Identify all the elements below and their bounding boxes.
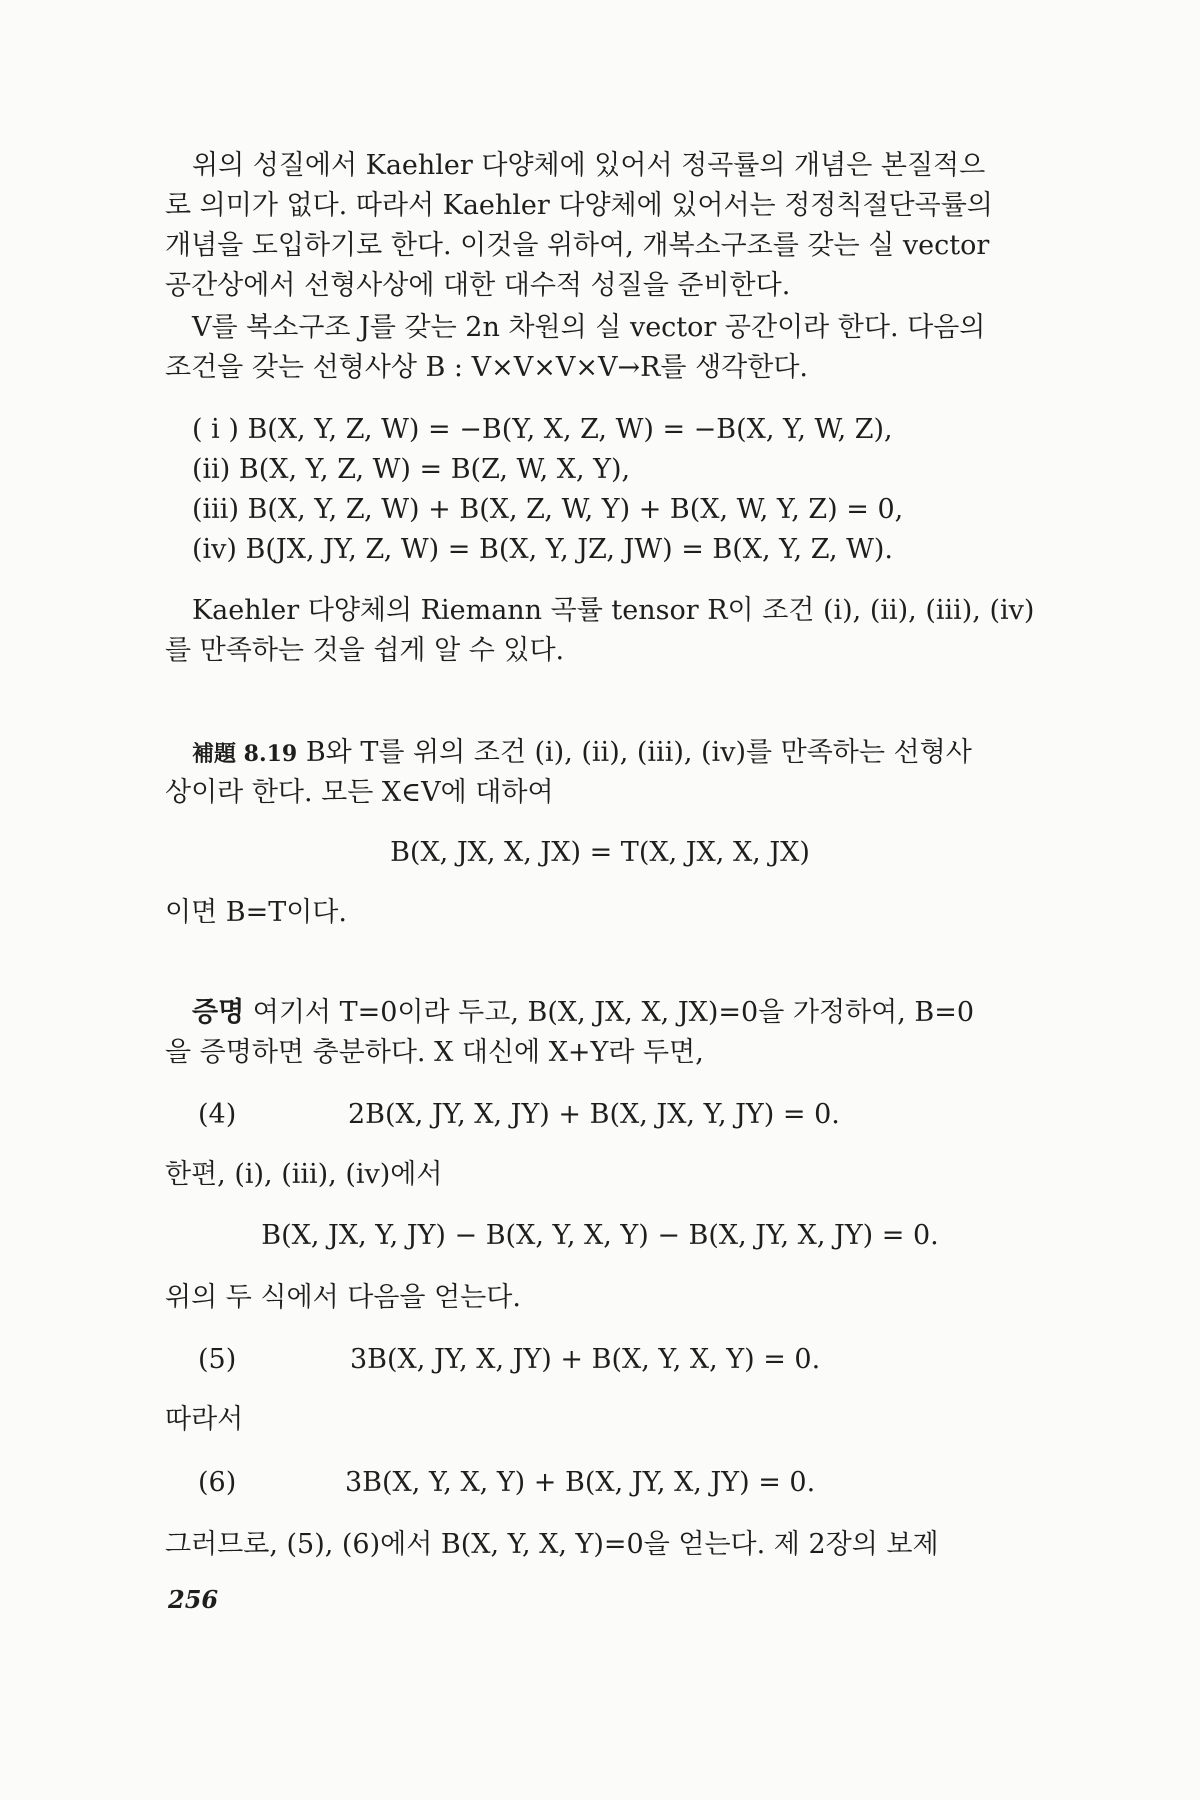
- remark-line-2: 를 만족하는 것을 쉽게 알 수 있다.: [165, 635, 565, 666]
- condition-iv: (iv) B(JX, JY, Z, W) = B(X, Y, JZ, JW) = B(X, Y, Z, W).: [192, 534, 894, 565]
- proof-line-6: 그러므로, (5), (6)에서 B(X, Y, X, Y)=0을 얻는다. 제 2장의 보제: [165, 1529, 939, 1560]
- proof-line-3: 한편, (i), (iii), (iv)에서: [165, 1159, 443, 1190]
- intro-line-4: 공간상에서 선형사상에 대한 대수적 성질을 준비한다.: [165, 270, 791, 301]
- equation-5: 3B(X, JY, X, JY) + B(X, Y, X, Y) = 0.: [350, 1344, 821, 1375]
- intro-line-1: 위의 성질에서 Kaehler 다양체에 있어서 정곡률의 개념은 본질적으: [192, 150, 986, 181]
- equation-middle: B(X, JX, Y, JY) − B(X, Y, X, Y) − B(X, JY, X, JY) = 0.: [261, 1220, 939, 1251]
- page-number: 256: [168, 1585, 219, 1614]
- proof-line-4: 위의 두 식에서 다음을 얻는다.: [165, 1282, 521, 1313]
- proof-text-1: 여기서 T=0이라 두고, B(X, JX, X, JX)=0을 가정하여, B=0: [252, 997, 975, 1028]
- lemma-equation: B(X, JX, X, JX) = T(X, JX, X, JX): [390, 837, 810, 868]
- intro-line-2: 로 의미가 없다. 따라서 Kaehler 다양체에 있어서는 정정칙절단곡률의: [165, 190, 993, 221]
- equation-6: 3B(X, Y, X, Y) + B(X, JY, X, JY) = 0.: [345, 1467, 816, 1498]
- equation-4-number: (4): [198, 1099, 237, 1130]
- equation-5-number: (5): [198, 1344, 237, 1375]
- remark-line-1: Kaehler 다양체의 Riemann 곡률 tensor R이 조건 (i), (ii), (iii), (iv): [192, 595, 1035, 626]
- proof-line-1: [192, 995, 974, 1031]
- intro-line-3: 개념을 도입하기로 한다. 이것을 위하여, 개복소구조를 갖는 실 vector: [165, 230, 990, 261]
- lemma-text-1: B와 T를 위의 조건 (i), (ii), (iii), (iv)를 만족하는 선형사: [305, 737, 972, 768]
- proof-heading: 증명: [192, 997, 245, 1028]
- lemma-line-2: 상이라 한다. 모든 X∈V에 대하여: [165, 777, 554, 808]
- lemma-line-1: [192, 735, 972, 772]
- setup-line-2: 조건을 갖는 선형사상 B : V×V×V×V→R를 생각한다.: [165, 352, 808, 383]
- proof-line-5: 따라서: [165, 1404, 244, 1435]
- lemma-heading: 補題 8.19: [192, 741, 298, 767]
- equation-6-number: (6): [198, 1467, 237, 1498]
- proof-line-2: 을 증명하면 충분하다. X 대신에 X+Y라 두면,: [165, 1037, 704, 1068]
- setup-line-1: V를 복소구조 J를 갖는 2n 차원의 실 vector 공간이라 한다. 다음의: [192, 312, 986, 343]
- lemma-line-3: 이면 B=T이다.: [165, 897, 347, 928]
- condition-iii: (iii) B(X, Y, Z, W) + B(X, Z, W, Y) + B(X, W, Y, Z) = 0,: [192, 494, 904, 525]
- condition-ii: (ii) B(X, Y, Z, W) = B(Z, W, X, Y),: [192, 454, 631, 485]
- condition-i: ( i ) B(X, Y, Z, W) = −B(Y, X, Z, W) = −B(X, Y, W, Z),: [192, 414, 893, 445]
- equation-4: 2B(X, JY, X, JY) + B(X, JX, Y, JY) = 0.: [348, 1099, 840, 1130]
